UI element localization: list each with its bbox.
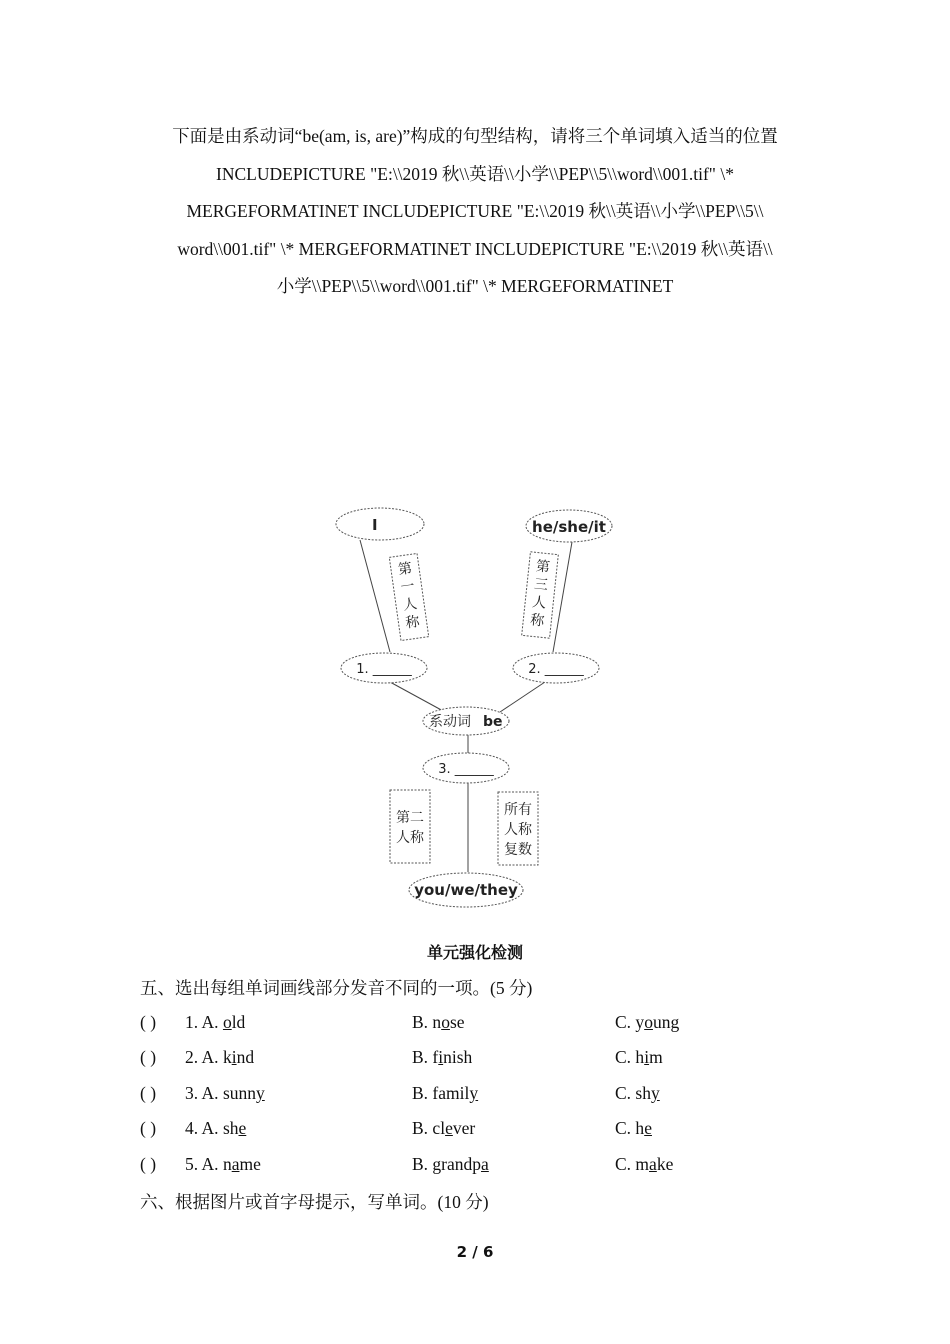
first-person-char-2: 一	[399, 578, 416, 596]
option-b: B. nose	[412, 1012, 465, 1032]
line-blank1-to-center	[390, 682, 445, 712]
box-second-person	[390, 790, 430, 863]
plural-line-3: 复数	[504, 842, 532, 858]
answer-bracket[interactable]: ( )	[140, 1012, 157, 1032]
answer-bracket[interactable]: ( )	[140, 1118, 157, 1138]
option-b: B. finish	[412, 1047, 473, 1067]
first-person-char-4: 称	[404, 613, 421, 632]
blank-1: 1. ______	[356, 662, 412, 677]
second-person-line-1: 第二	[396, 810, 424, 826]
option-b: B. clever	[412, 1118, 476, 1138]
center-label-zh: 系动词	[429, 714, 471, 730]
center-label-be: be	[483, 714, 503, 730]
second-person-line-2: 人称	[396, 830, 424, 846]
question-5-row-1	[140, 1012, 840, 1038]
question-5-row-2	[140, 1047, 840, 1073]
question-5-row-4	[140, 1118, 840, 1144]
first-person-char-1: 第	[397, 560, 414, 579]
plural-line-2: 人称	[504, 822, 532, 838]
answer-bracket[interactable]: ( )	[140, 1083, 157, 1103]
option-b: B. grandpa	[412, 1154, 489, 1174]
question-5-row-3	[140, 1083, 840, 1109]
third-person-char-2: 三	[533, 576, 549, 594]
answer-bracket[interactable]: ( )	[140, 1154, 157, 1174]
option-a: 4. A. she	[185, 1118, 247, 1138]
blank-2: 2. ______	[528, 662, 584, 677]
intro-paragraph	[120, 118, 830, 306]
third-person-char-3: 人	[531, 594, 547, 612]
option-b: B. family	[412, 1083, 479, 1103]
label-i: I	[372, 516, 378, 534]
option-a: 1. A. old	[185, 1012, 246, 1032]
line-blank2-to-center	[500, 682, 545, 712]
page-number: 2 / 6	[456, 1243, 494, 1261]
section-title: 单元强化检测	[426, 943, 523, 962]
intro-line-1: 下面是由系动词“be(am, is, are)”构成的句型结构，请将三个单词填入适当的位置	[172, 126, 778, 146]
option-a: 5. A. name	[185, 1154, 261, 1174]
plural-line-1: 所有	[504, 802, 532, 818]
intro-line-2: INCLUDEPICTURE "E:\\2019 秋\\英语\\小学\\PEP\\5\\word\\001.tif" \*	[216, 163, 734, 184]
blank-3: 3. ______	[438, 762, 494, 777]
option-a: 2. A. kind	[185, 1047, 255, 1067]
question-5-row-5	[140, 1154, 840, 1180]
line-i-to-blank1	[360, 540, 390, 652]
question-6-heading: 六、根据图片或首字母提示，写单词。(10 分)	[140, 1192, 489, 1212]
option-c: C. young	[615, 1012, 680, 1032]
answer-bracket[interactable]: ( )	[140, 1047, 157, 1067]
intro-line-5: 小学\\PEP\\5\\word\\001.tif" \* MERGEFORMATINET	[276, 276, 674, 296]
intro-line-3: MERGEFORMATINET INCLUDEPICTURE "E:\\2019 秋\\英语\\小学\\PEP\\5\\	[186, 201, 764, 221]
question-5-heading: 五、选出每组单词画线部分发音不同的一项。(5 分)	[140, 978, 533, 998]
label-he-she-it: he/she/it	[532, 518, 606, 536]
option-c: C. make	[615, 1154, 674, 1174]
be-verb-diagram	[320, 500, 630, 920]
label-you-we-they: you/we/they	[414, 881, 518, 899]
first-person-char-3: 人	[402, 596, 419, 614]
option-a: 3. A. sunny	[185, 1083, 265, 1103]
third-person-char-4: 称	[529, 612, 546, 630]
third-person-char-1: 第	[535, 558, 551, 576]
option-c: C. him	[615, 1047, 663, 1067]
option-c: C. shy	[615, 1083, 660, 1103]
intro-line-4: word\\001.tif" \* MERGEFORMATINET INCLUDEPICTURE "E:\\2019 秋\\英语\\	[177, 238, 773, 259]
option-c: C. he	[615, 1118, 652, 1138]
ellipse-i	[336, 508, 424, 540]
